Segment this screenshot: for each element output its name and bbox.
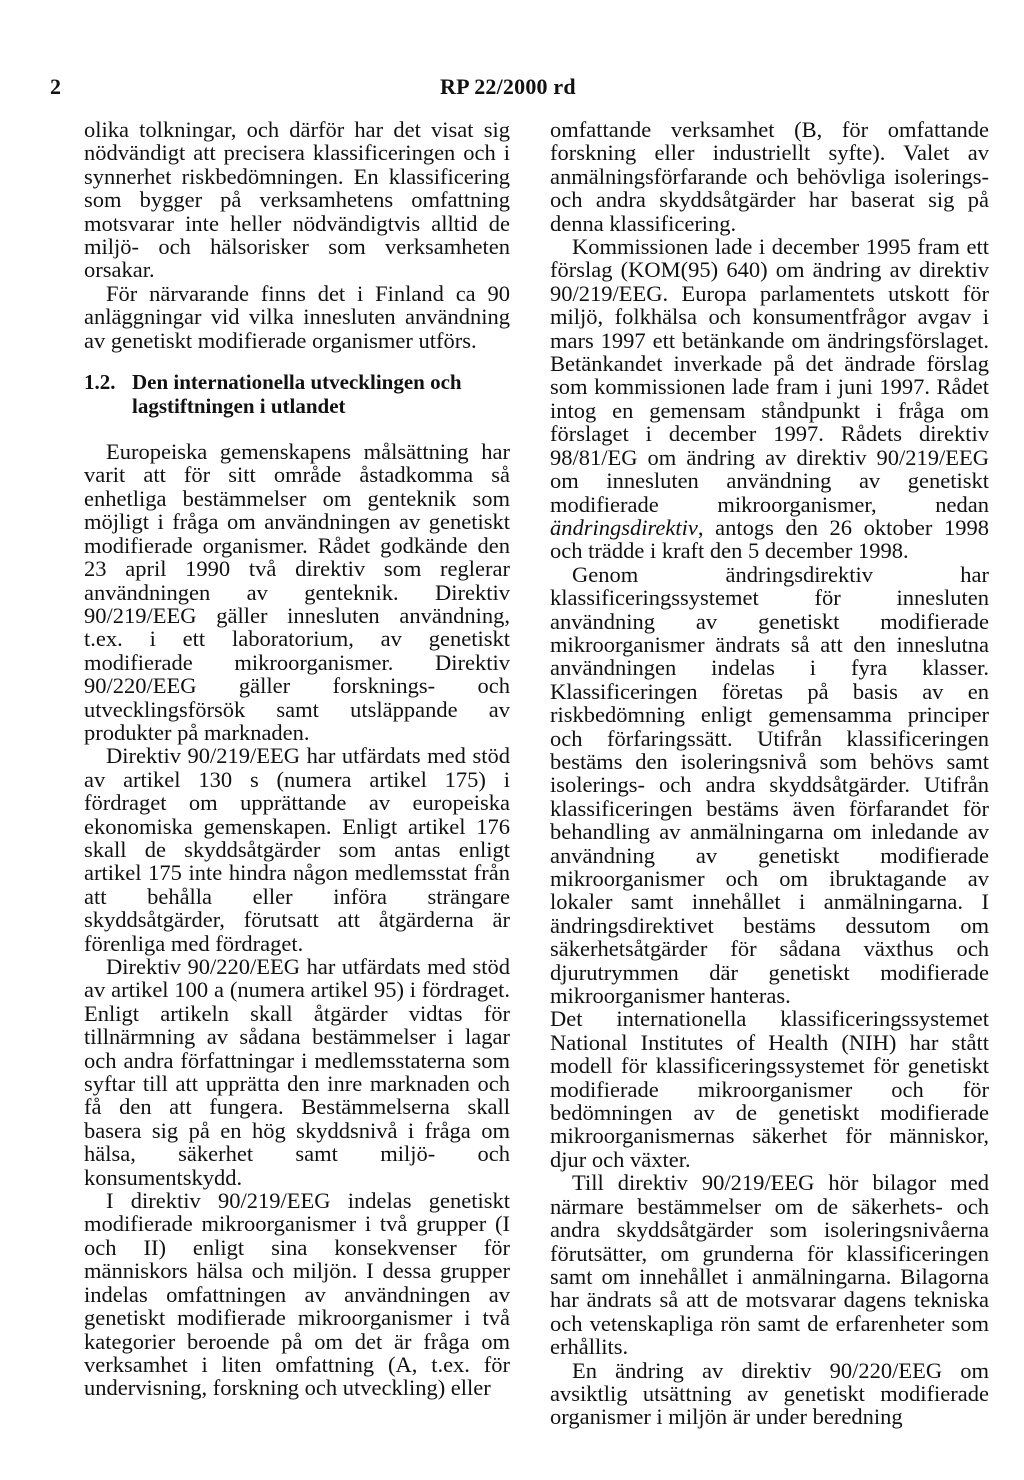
paragraph: En ändring av direktiv 90/220/EEG om avsiktlig utsättning av genetiskt modifierade organismer i miljön är under beredning <box>550 1357 989 1430</box>
paragraph <box>550 235 989 563</box>
paragraph: För närvarande finns det i Finland ca 90 anläggningar vid vilka innesluten användning av genetiskt modifierade organismer utförs. <box>84 280 510 353</box>
right-column <box>550 118 989 1429</box>
paragraph: I direktiv 90/219/EEG indelas genetiskt modifierade mikroorganismer i två grupper (I och II) enligt sina konsekvenser för människors hälsa och miljön. I dessa grupper indelas omfattningen av användningen av genetiskt modifierade mikroorganismer i två kategorier beroende på om det är fråga om verksamhet i liten omfattning (A, t.ex. för undervisning, forskning och utveckling) eller <box>84 1188 510 1401</box>
paragraph: olika tolkningar, och därför har det visat sig nödvändigt att precisera klassificeringen och i synnerhet riskbedömningen. En klassificering som bygger på verksamhetens omfattning motsvarar inte heller nödvändigtvis alltid de miljö- och hälsorisker som verksamheten orsakar. <box>84 117 510 283</box>
paragraph: Direktiv 90/219/EEG har utfärdats med stöd av artikel 130 s (numera artikel 175) i fördraget om upprättande av europeiska ekonomiska gemenskapen. Enligt artikel 176 skall de skyddsåtgärder som antas enligt artikel 175 inte hindra någon medlemsstat från att behålla eller införa strängare skyddsåtgärder, förutsatt att åtgärderna är förenliga med fördraget. <box>84 743 510 956</box>
paragraph: Genom ändringsdirektiv har klassificeringssystemet för innesluten användning av genetiskt modifierade mikroorganismer ändrats så att den inneslutna användningen indelas i fyra klasser. Klassificeringen företas på basis av en riskbedömning enligt gemensamma principer och förfaringssätt. Utifrån klassificeringen bestäms den isoleringsnivå som behövs samt isolerings- och andra skyddsåtgärder. Utifrån klassificeringen bestäms även förfarandet för behandling av anmälningarna om inledande av användning av genetiskt modifierade mikroorganismer och om ibruktagande av lokaler samt innehållet i anmälningarna. I ändringsdirektivet bestäms dessutom om säkerhetsåtgärder för sådana växthus och djurutrymmen där genetiskt modifierade mikroorganismer hanteras. <box>550 561 989 1009</box>
paragraph: Europeiska gemenskapens målsättning har varit att för sitt område åstadkomma så enhetliga bestämmelser om genteknik som möjligt i fråga om användningen av genetiskt modifierade organismer. Rådet godkände den 23 april 1990 två direktiv som reglerar användningen av genteknik. Direktiv 90/219/EEG gäller innesluten användning, t.ex. i ett laboratorium, av genetiskt modifierade mikroorganismer. Direktiv 90/220/EEG gäller forsknings- och utvecklingsförsök samt utsläppande av produkter på marknaden. <box>84 439 510 745</box>
defined-term: ändringsdirektiv <box>550 514 698 540</box>
section-title: Den internationella utvecklingen och lagstiftningen i utlandet <box>132 370 462 419</box>
paragraph: Det internationella klassificeringssystemet National Institutes of Health (NIH) har stått modell för klassificeringssystemet för genetiskt modifierade mikroorganismer och för bedömningen av de genetiskt modifierade mikroorganismernas säkerhet för människor, djur och växter. <box>550 1006 989 1172</box>
left-column <box>84 118 510 1400</box>
paragraph: omfattande verksamhet (B, för omfattande forskning eller industriellt syfte). Valet av anmälningsförfarande och behövliga isolerings- och andra skyddsåtgärder har baserat sig på denna klassificering. <box>550 117 989 236</box>
section-number: 1.2. <box>84 370 116 395</box>
paragraph: Till direktiv 90/219/EEG hör bilagor med närmare bestämmelser om de säkerhets- och andra skyddsåtgärder som isoleringsnivåerna förutsätter, om grunderna för klassificeringen samt om innehållet i anmälningarna. Bilagorna har ändrats så att de motsvarar dagens tekniska och vetenskapliga rön samt de erfarenheter som erhållits. <box>550 1170 989 1360</box>
page-number: 2 <box>50 74 61 99</box>
section-heading <box>84 370 510 418</box>
paragraph-text: , antogs den 26 oktober 1998 och trädde i kraft den 5 december 1998. <box>550 514 989 564</box>
running-head: RP 22/2000 rd <box>440 74 576 99</box>
paragraph: Direktiv 90/220/EEG har utfärdats med stöd av artikel 100 a (numera artikel 95) i fördraget. Enligt artikeln skall åtgärder vidtas för tillnärmning av sådana bestämmelser i lagar och andra författningar i medlemsstaterna som syftar till att upprätta den inre marknaden och få den att fungera. Bestämmelserna skall basera sig på en hög skyddsnivå i fråga om hälsa, säkerhet samt miljö- och konsumentskydd. <box>84 954 510 1190</box>
paragraph-text: Kommissionen lade i december 1995 fram ett förslag (KOM(95) 640) om ändring av direktiv 90/219/EEG. Europa parlamentets utskott för miljö, folkhälsa och konsumentfrågor avgav i mars 1997 ett betänkande om ändringsförslaget. Betänkandet inverkade på det ändrade förslag som kommissionen lade fram i juni 1997. Rådet intog en gemensam ståndpunkt i fråga om förslaget i december 1997. Rådets direktiv 98/81/EG om ändring av direktiv 90/219/EEG om innesluten användning av genetiskt modifierade mikroorganismer, nedan <box>550 234 989 517</box>
